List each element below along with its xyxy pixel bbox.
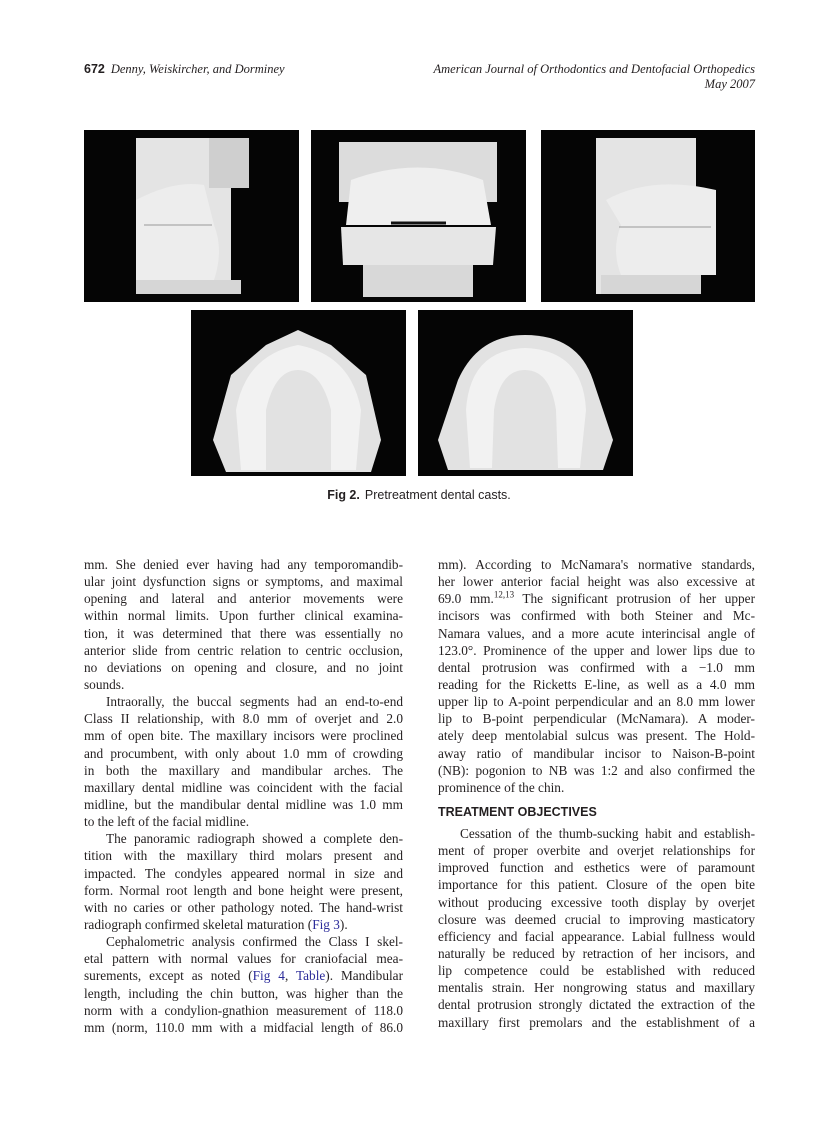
text-line: naturally be reduced by retraction of her incisors, and <box>438 945 755 961</box>
text-line: reading for the Ricketts E-line, as well as a 4.0 mm <box>438 676 755 692</box>
paragraph <box>438 825 755 1031</box>
text-line: ately deep mentolabial sulcus was present. The Hold- <box>438 728 755 744</box>
text-line: lip competence could be established with reduced <box>438 963 755 979</box>
text-line: mm. She denied ever having had any temporomandib- <box>84 557 403 572</box>
paragraph <box>84 556 403 693</box>
text-line: ment of proper overbite and overjet relationships for <box>438 843 755 859</box>
issue-date: May 2007 <box>704 77 755 91</box>
text-line: 69.0 mm.$^{12,13}$ The significant protrusion of her upper <box>438 589 755 607</box>
journal-title: American Journal of Orthodontics and Dentofacial Orthopedics <box>433 62 755 76</box>
text-line: form. Normal root length and bone height were present, <box>84 882 403 898</box>
text-line: mentalis strain. Her nongrowing status and maxillary <box>438 980 755 996</box>
text-line: and procumbent, with only about 1.0 mm of crowding <box>84 745 403 761</box>
photo-maxillary-occlusal-cast <box>191 310 406 476</box>
text-line: The panoramic radiograph showed a complete den- <box>106 831 403 847</box>
figure-caption-text: Pretreatment dental casts. <box>364 488 511 502</box>
figure-caption <box>0 488 838 502</box>
text-line: length, including the chin button, was higher than the <box>84 985 403 1001</box>
text-line: tion, it was determined that there was essentially no <box>84 625 403 641</box>
text-line: surements, except as noted (Fig 4, Table). Mandibular <box>84 968 403 984</box>
text-line: incisors was confirmed with both Steiner and Mc- <box>438 608 755 624</box>
text-line: (NB): pogonion to NB was 1:2 and also confirmed the <box>438 762 755 778</box>
text-line: without producing excessive tooth display by overjet <box>438 894 755 910</box>
authors: Denny, Weiskircher, and Dorminey <box>110 62 285 76</box>
text-line: Intraorally, the buccal segments had an end-to-end <box>106 694 403 710</box>
text-line: importance for this patient. Closure of the open bite <box>438 877 755 893</box>
left-column <box>84 556 403 1036</box>
section-heading-treatment-objectives: TREATMENT OBJECTIVES <box>438 804 597 819</box>
photo-right-lateral-cast <box>84 130 299 302</box>
text-line: upper lip to A-point perpendicular and an 8.0 mm lower <box>438 694 755 710</box>
paragraph <box>84 693 403 830</box>
text-line: mm of open bite. The maxillary incisors were proclined <box>84 728 403 744</box>
text-line: no deviations on opening and closure, and no joint <box>84 659 403 675</box>
paragraph <box>84 830 403 933</box>
text-line: Cessation of the thumb-sucking habit and establish- <box>460 825 755 841</box>
text-line: her lower anterior facial height was also excessive at <box>438 574 755 590</box>
text-line: midline, but the mandibular dental midline was 1.0 mm <box>84 796 403 812</box>
cross-reference-link[interactable]: Fig 3 <box>312 916 340 932</box>
running-header-right <box>434 62 756 92</box>
page-number: 672 <box>84 62 105 76</box>
text-line: 123.0°. Prominence of the upper and lower lips due to <box>438 642 755 658</box>
text-line: mm). According to McNamara's normative standards, <box>438 557 755 572</box>
text-line: norm with a condylion-gnathion measurement of 118.0 <box>84 1002 403 1018</box>
text-line: Class II relationship, with 8.0 mm of overjet and 2.0 <box>84 711 403 727</box>
text-line: etal pattern with normal values for craniofacial mea- <box>84 951 403 967</box>
text-line: radiograph confirmed skeletal maturation (Fig 3). <box>84 916 348 932</box>
text-line: lip to B-point perpendicular (McNamara). A moder- <box>438 711 755 727</box>
paragraph <box>84 933 403 1036</box>
photo-mandibular-occlusal-cast <box>418 310 633 476</box>
running-header-left <box>84 62 285 77</box>
text-line: mm (norm, 110.0 mm with a midfacial length of 86.0 <box>84 1019 403 1035</box>
text-line: impacted. The condyles appeared normal in size and <box>84 865 403 881</box>
text-line: in both the maxillary and mandibular arches. The <box>84 762 403 778</box>
cross-reference-link[interactable]: Fig 4 <box>252 968 285 984</box>
text-line: maxillary first premolars and the establishment of a <box>438 1014 755 1030</box>
text-line: dental protrusion strongly dictated the extraction of the <box>438 997 755 1013</box>
text-line: ular joint dysfunction signs or symptoms, and maximal <box>84 574 403 590</box>
text-line: improved function and esthetics were of paramount <box>438 860 755 876</box>
text-line: maxillary dental midline was coincident with the facial <box>84 779 403 795</box>
text-line: prominence of the chin. <box>438 779 565 795</box>
text-line: tition with the maxillary third molars present and <box>84 848 403 864</box>
text-line: Cephalometric analysis confirmed the Class I skel- <box>106 934 403 950</box>
text-line: Namara values, and a more acute interincisal angle of <box>438 625 755 641</box>
figure-label: Fig 2. <box>327 488 360 502</box>
photo-left-lateral-cast <box>541 130 755 302</box>
photo-frontal-cast <box>311 130 526 302</box>
text-line: with no caries or other pathology noted. The hand-wrist <box>84 899 403 915</box>
text-line: efficiency and facial appearance. Labial fullness would <box>438 928 755 944</box>
text-line: anterior slide from centric relation to centric occlusion, <box>84 642 403 658</box>
right-column <box>438 556 755 1031</box>
text-line: away ratio of mandibular incisor to Naison-B-point <box>438 745 755 761</box>
text-line: within normal limits. Upon further clinical examina- <box>84 608 403 624</box>
text-line: to the left of the facial midline. <box>84 814 250 830</box>
text-line: closure was deemed crucial to improving masticatory <box>438 911 755 927</box>
cross-reference-link[interactable]: Table <box>295 968 326 984</box>
text-line: opening and lateral and anterior movements were <box>84 591 403 607</box>
paragraph <box>438 556 755 796</box>
text-line: dental protrusion was confirmed with a −1.0 mm <box>438 659 755 675</box>
text-line: sounds. <box>84 676 125 692</box>
